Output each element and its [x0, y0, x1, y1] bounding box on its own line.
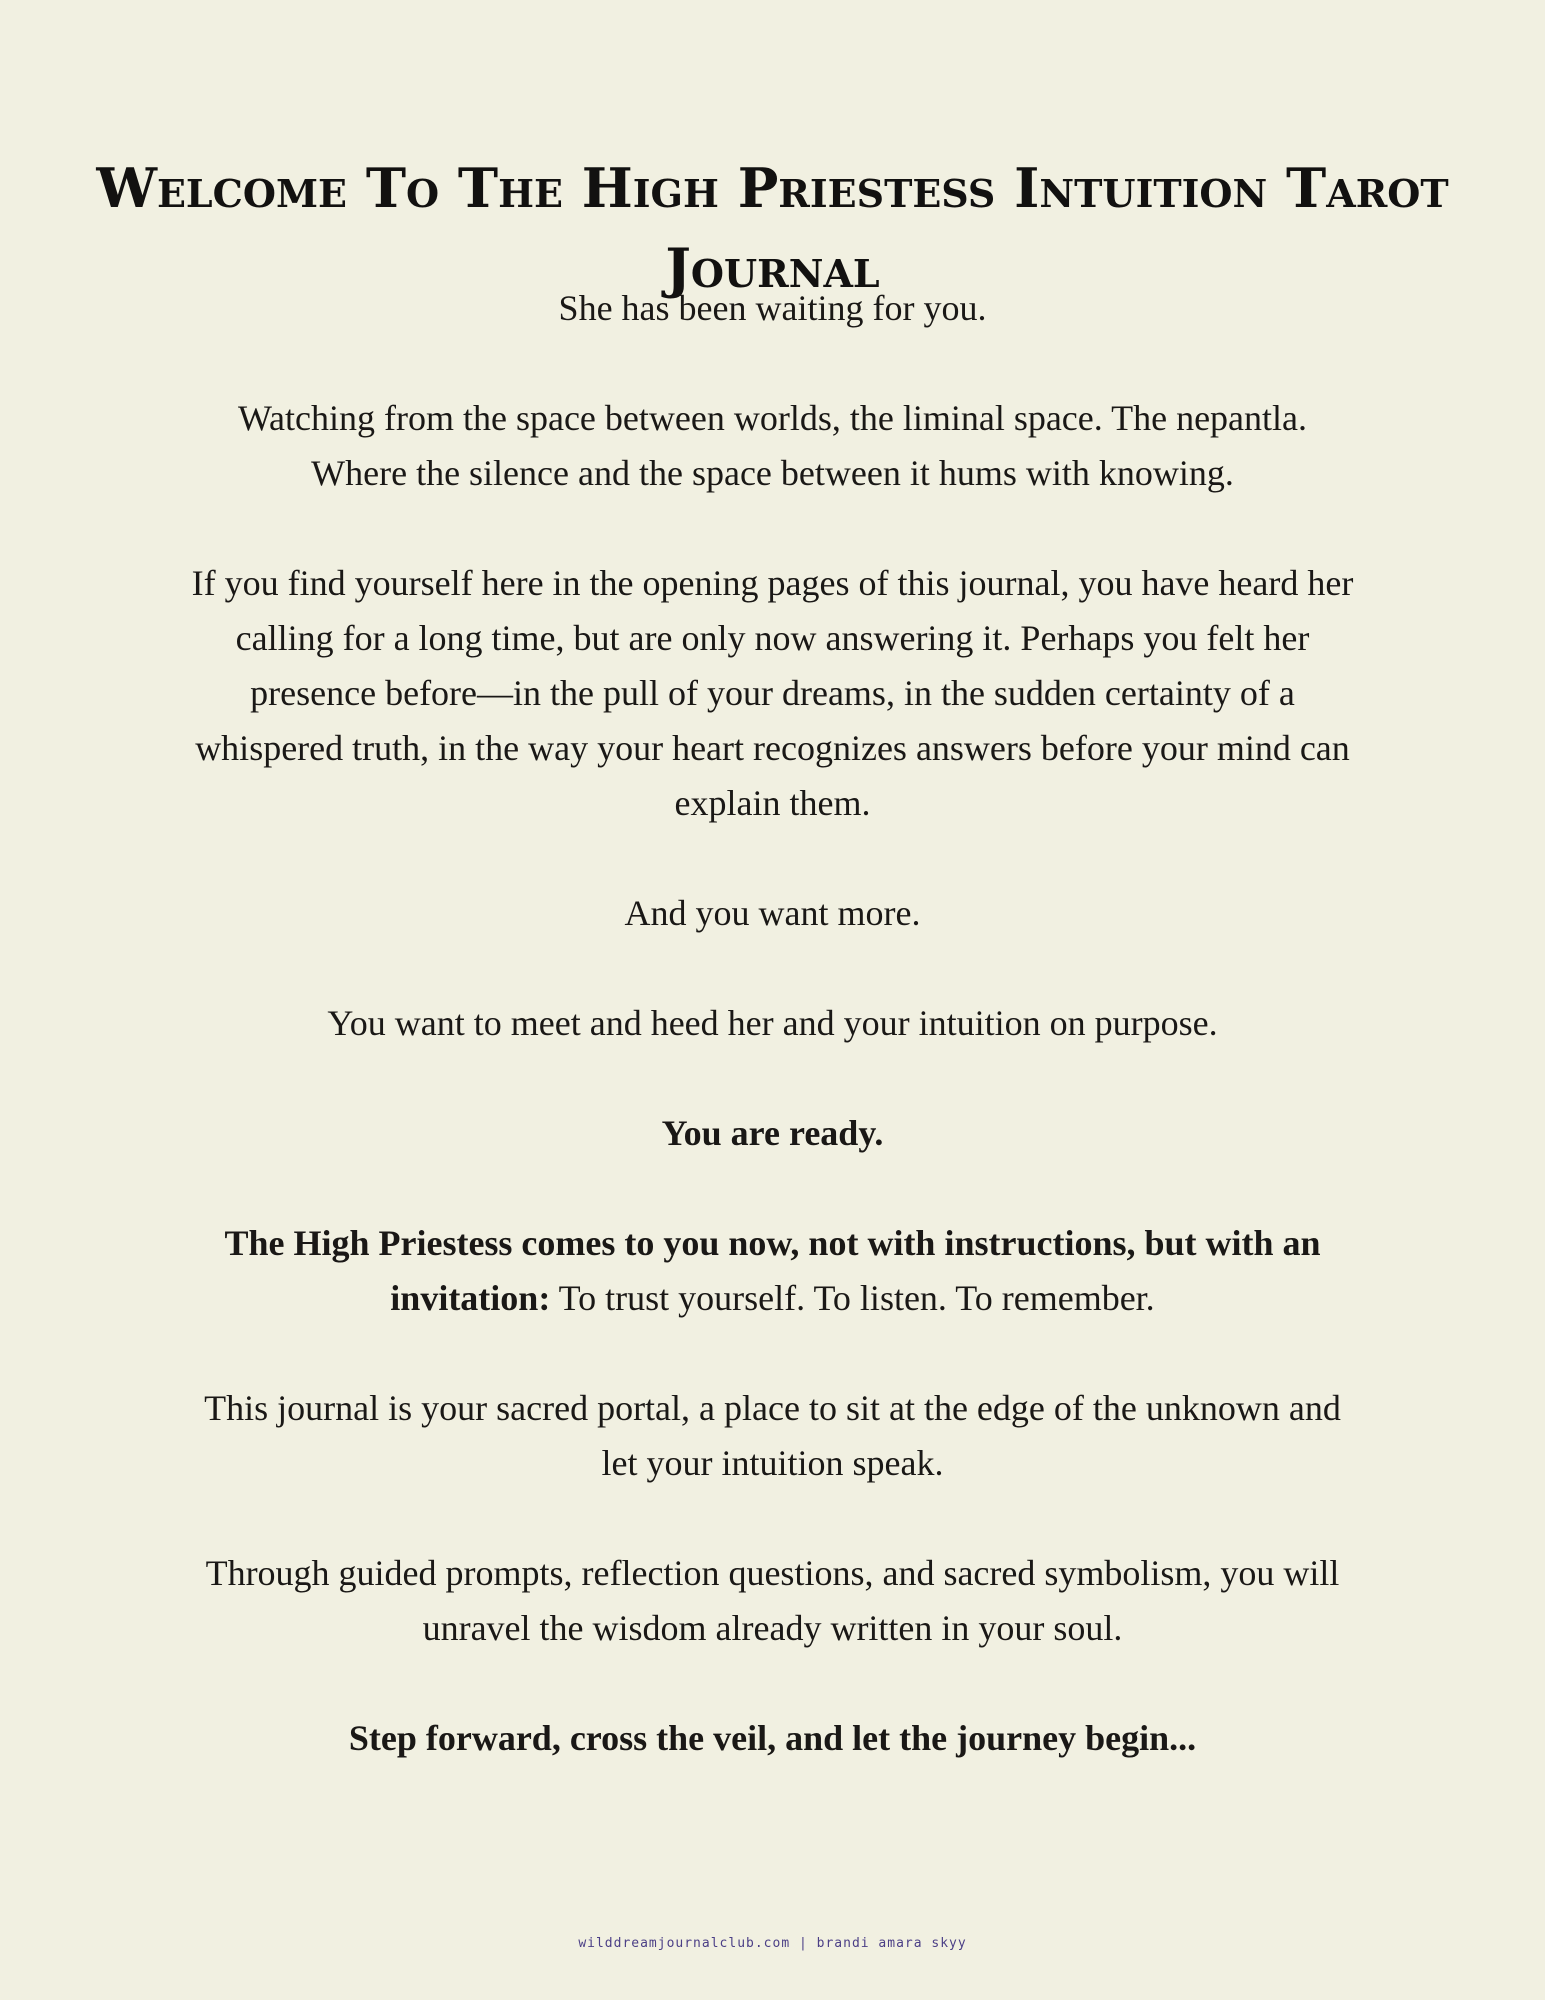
page-footer: wilddreamjournalclub.com | brandi amara skyy: [578, 1936, 967, 1951]
paragraph-you-are-ready: You are ready.: [661, 1113, 884, 1153]
paragraph-liminal-space: Watching from the space between worlds, the liminal space. The nepantla. Where the silence and the space between it hums with knowing.: [237, 398, 1308, 493]
page-title: Welcome To The High Priestess Intuition Tarot Journal: [96, 156, 1449, 300]
paragraph-invitation: [190, 1216, 1355, 1326]
paragraph-guided-prompts: Through guided prompts, reflection questions, and sacred symbolism, you will unravel the wisdom already written in your soul.: [205, 1553, 1340, 1648]
intro-text: [190, 281, 1355, 1766]
paragraph-opening-pages: If you find yourself here in the opening pages of this journal, you have heard her calling for a long time, but are only now answering it. Perhaps you felt her presence before—in the pull of your dreams, in the sudden certainty of a whispered truth, in the way your heart recognizes answers before your mind can explain them.: [191, 563, 1354, 823]
invitation-bold-text: The High Priestess comes to you now, not with instructions, but with an invitation:: [224, 1223, 1321, 1318]
paragraph-want-more: And you want more.: [624, 893, 921, 933]
paragraph-waiting: She has been waiting for you.: [558, 288, 987, 328]
invitation-rest-text: To trust yourself. To listen. To remember.: [550, 1278, 1155, 1318]
paragraph-on-purpose: You want to meet and heed her and your intuition on purpose.: [327, 1003, 1218, 1043]
paragraph-sacred-portal: This journal is your sacred portal, a place to sit at the edge of the unknown and let your intuition speak.: [204, 1388, 1341, 1483]
paragraph-step-forward: Step forward, cross the veil, and let the journey begin...: [348, 1718, 1197, 1758]
